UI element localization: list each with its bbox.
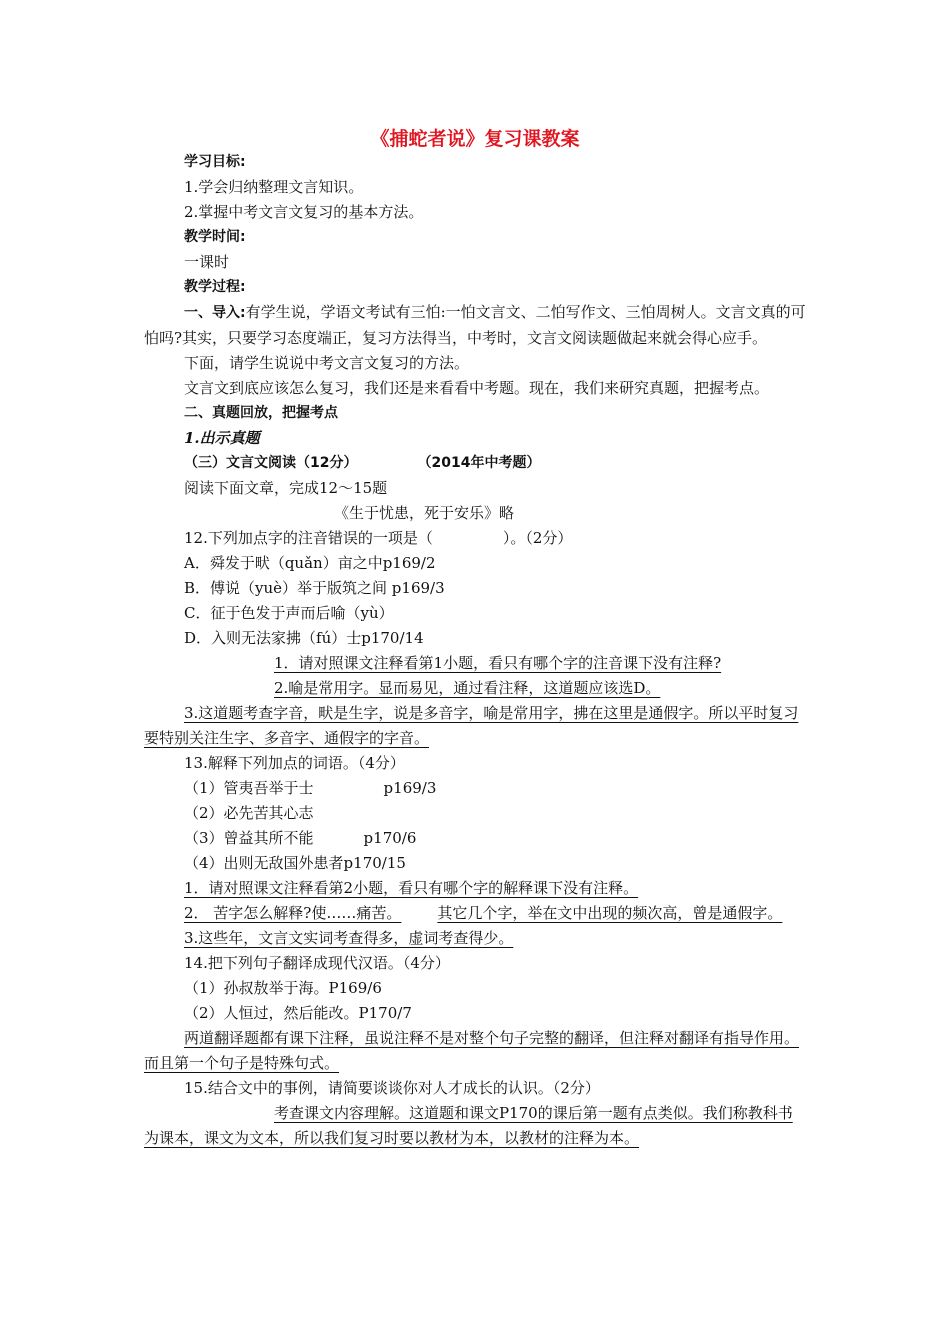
q13-note-3: 3.这些年，文言文实词考查得多，虚词考查得少。 — [184, 929, 514, 947]
q13-item-1: （1）管夷吾举于士 — [184, 779, 314, 797]
q12-note-1-line — [144, 651, 806, 676]
q12-option-b: B．傅说（yuè）举于版筑之间 p169/3 — [184, 579, 445, 597]
q12-note-1: 1．请对照课文注释看第1小题，看只有哪个字的注音课下没有注释? — [274, 654, 722, 672]
exam-heading: （三）文言文阅读（12分） — [184, 455, 358, 471]
intro-paragraph — [144, 300, 806, 351]
q15-note-line — [144, 1101, 806, 1151]
q13-item-2: （2）必先苦其心志 — [184, 804, 314, 822]
sub-heading-1: 1.出示真题 — [184, 429, 260, 447]
exam-year: （2014年中考题） — [417, 455, 541, 471]
q14-note: 两道翻译题都有课下注释，虽说注释不是对整个句子完整的翻译，但注释对翻译有指导作用。而且第一个句子是特殊句式。 — [144, 1029, 800, 1072]
page-title: 《捕蛇者说》复习课教案 — [370, 128, 580, 150]
q13-note-2a: 2． 苦字怎么解释?使……痛苦。 — [184, 904, 402, 922]
time-heading: 教学时间: — [184, 229, 246, 245]
time-value: 一课时 — [184, 253, 230, 271]
passage-title: 《生于忧患，死于安乐》略 — [334, 504, 515, 522]
q13-stem: 13.解释下列加点的词语。（4分） — [184, 754, 405, 772]
q12-option-d: D．入则无法家拂（fú）士p170/14 — [184, 629, 424, 647]
q15-stem: 15.结合文中的事例，请简要谈谈你对人才成长的认识。（2分） — [184, 1079, 600, 1097]
para-method: 下面，请学生说说中考文言文复习的方法。 — [184, 354, 470, 372]
q12-stem-end: ）。（2分） — [502, 529, 573, 547]
q12-note-3-line — [144, 701, 806, 751]
q12-note-2: 2.喻是常用字。显而易见，通过看注释，这道题应该选D。 — [274, 679, 661, 697]
para-exam: 文言文到底应该怎么复习，我们还是来看看中考题。现在，我们来研究真题，把握考点。 — [184, 379, 770, 397]
instruction: 阅读下面文章，完成12～15题 — [184, 479, 388, 497]
q13-item-3-line — [144, 826, 806, 851]
goals-heading: 学习目标: — [184, 154, 246, 170]
q12-note-2-line — [144, 676, 806, 701]
exam-heading-line — [144, 451, 806, 476]
q13-note-2b: 其它几个字，举在文中出现的频次高，曾是通假字。 — [437, 904, 783, 922]
section-2-heading: 二、真题回放，把握考点 — [184, 405, 338, 421]
document-body — [144, 150, 806, 1151]
q13-note-2 — [184, 904, 782, 922]
q12-stem-line — [144, 526, 806, 551]
process-heading: 教学过程: — [184, 279, 246, 295]
q12-option-a: A．舜发于畎（quǎn）亩之中p169/2 — [184, 554, 436, 572]
q12-stem: 12.下列加点字的注音错误的一项是（ — [184, 529, 433, 547]
intro-text: 有学生说，学语文考试有三怕:一怕文言文、二怕写作文、三怕周树人。文言文真的可怕吗?其实，只要学习态度端正，复习方法得当，中考时，文言文阅读题做起来就会得心应手。 — [144, 303, 806, 347]
q14-note-line — [144, 1026, 806, 1076]
q13-note-3-line — [144, 926, 806, 951]
q13-item-4: （4）出则无敌国外患者p170/15 — [184, 854, 406, 872]
q12-option-c: C．征于色发于声而后喻（yù） — [184, 604, 394, 622]
goal-item-1: 1.学会归纳整理文言知识。 — [184, 178, 364, 196]
q14-item-2: （2）人恒过，然后能改。P170/7 — [184, 1004, 412, 1022]
q13-note-1: 1．请对照课文注释看第2小题，看只有哪个字的解释课下没有注释。 — [184, 879, 639, 897]
q14-item-1: （1）孙叔敖举于海。P169/6 — [184, 979, 382, 997]
q13-note-2-line — [144, 901, 806, 926]
q14-stem: 14.把下列句子翻译成现代汉语。（4分） — [184, 954, 450, 972]
q13-item-3-ref: p170/6 — [363, 829, 417, 847]
q13-item-1-line — [144, 776, 806, 801]
q15-note: 考查课文内容理解。这道题和课文P170的课后第一题有点类似。我们称教科书为课本，课文为文本，所以我们复习时要以教材为本，以教材的注释为本。 — [144, 1104, 793, 1147]
goal-item-2: 2.掌握中考文言文复习的基本方法。 — [184, 203, 424, 221]
intro-label: 一、导入: — [184, 305, 246, 321]
q13-note-1-line — [144, 876, 806, 901]
q13-item-3: （3）曾益其所不能 — [184, 829, 314, 847]
q12-note-3: 3.这道题考查字音，畎是生字，说是多音字，喻是常用字，拂在这里是通假字。所以平时复习要特别关注生字、多音字、通假字的字音。 — [144, 704, 799, 747]
q13-item-1-ref: p169/3 — [383, 779, 437, 797]
